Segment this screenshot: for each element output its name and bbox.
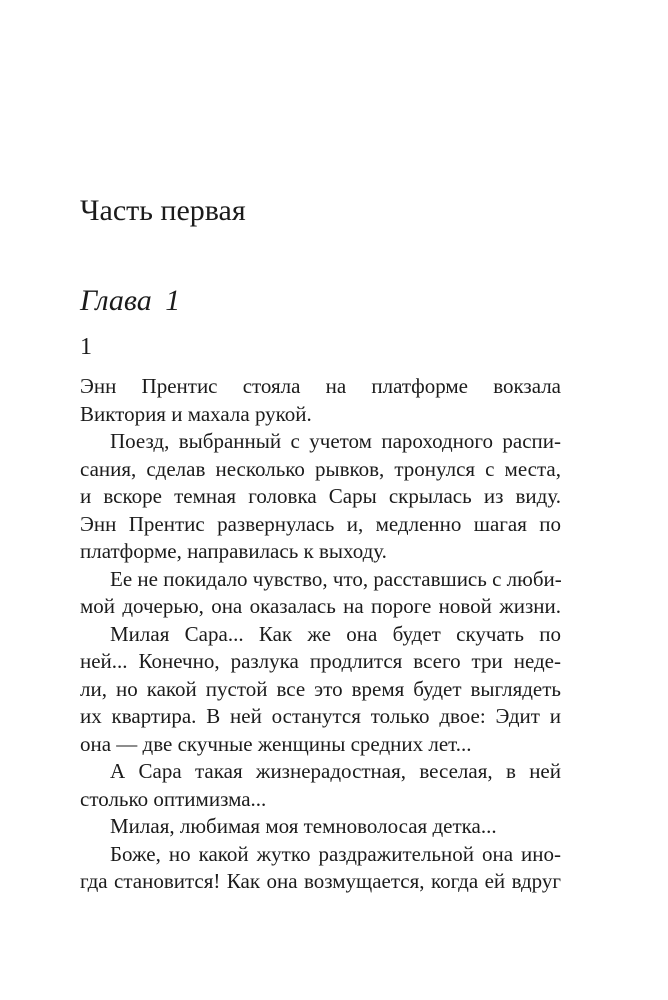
text-line: А Сара такая жизнерадостная, веселая, в ней <box>110 759 561 783</box>
text-line: ней... Конечно, разлука продлится всего три неде- <box>80 649 561 673</box>
text-line: Боже, но какой жутко раздражительной она ино- <box>110 841 561 866</box>
text-line: Милая Сара... Как же она будет скучать по <box>110 621 561 646</box>
text-line: платформе, направилась к выходу. <box>80 539 387 563</box>
chapter-title: Глава 1 <box>80 284 181 317</box>
text-line: мой дочерью, она оказалась на пороге новой жизни. <box>80 594 561 618</box>
part-title: Часть первая <box>80 194 246 227</box>
text-line: она — две скучные женщины средних лет... <box>80 731 472 756</box>
text-line: столько оптимизма... <box>80 786 267 811</box>
section-number: 1 <box>80 334 92 360</box>
text-line: Энн Прентис стояла на платформе вокзала <box>80 374 561 398</box>
text-line: сания, сделав несколько рывков, тронулся с места, <box>80 456 561 481</box>
text-line: ли, но какой пустой все это время будет выглядеть <box>80 676 561 701</box>
body-text <box>80 373 561 896</box>
text-line: Милая, любимая моя темноволосая детка... <box>110 814 497 838</box>
text-line: Энн Прентис развернулась и, медленно шагая по <box>80 511 561 536</box>
text-line: их квартира. В ней останутся только двое: Эдит и <box>80 704 561 728</box>
text-line: Ее не покидало чувство, что, расставшись с люби- <box>110 566 562 591</box>
text-line: гда становится! Как она возмущается, когда ей вдруг <box>80 869 561 893</box>
text-line: и вскоре темная головка Сары скрылась из виду. <box>80 484 561 508</box>
text-line: Поезд, выбранный с учетом пароходного распи- <box>110 429 561 453</box>
text-line: Виктория и махала рукой. <box>80 401 312 426</box>
